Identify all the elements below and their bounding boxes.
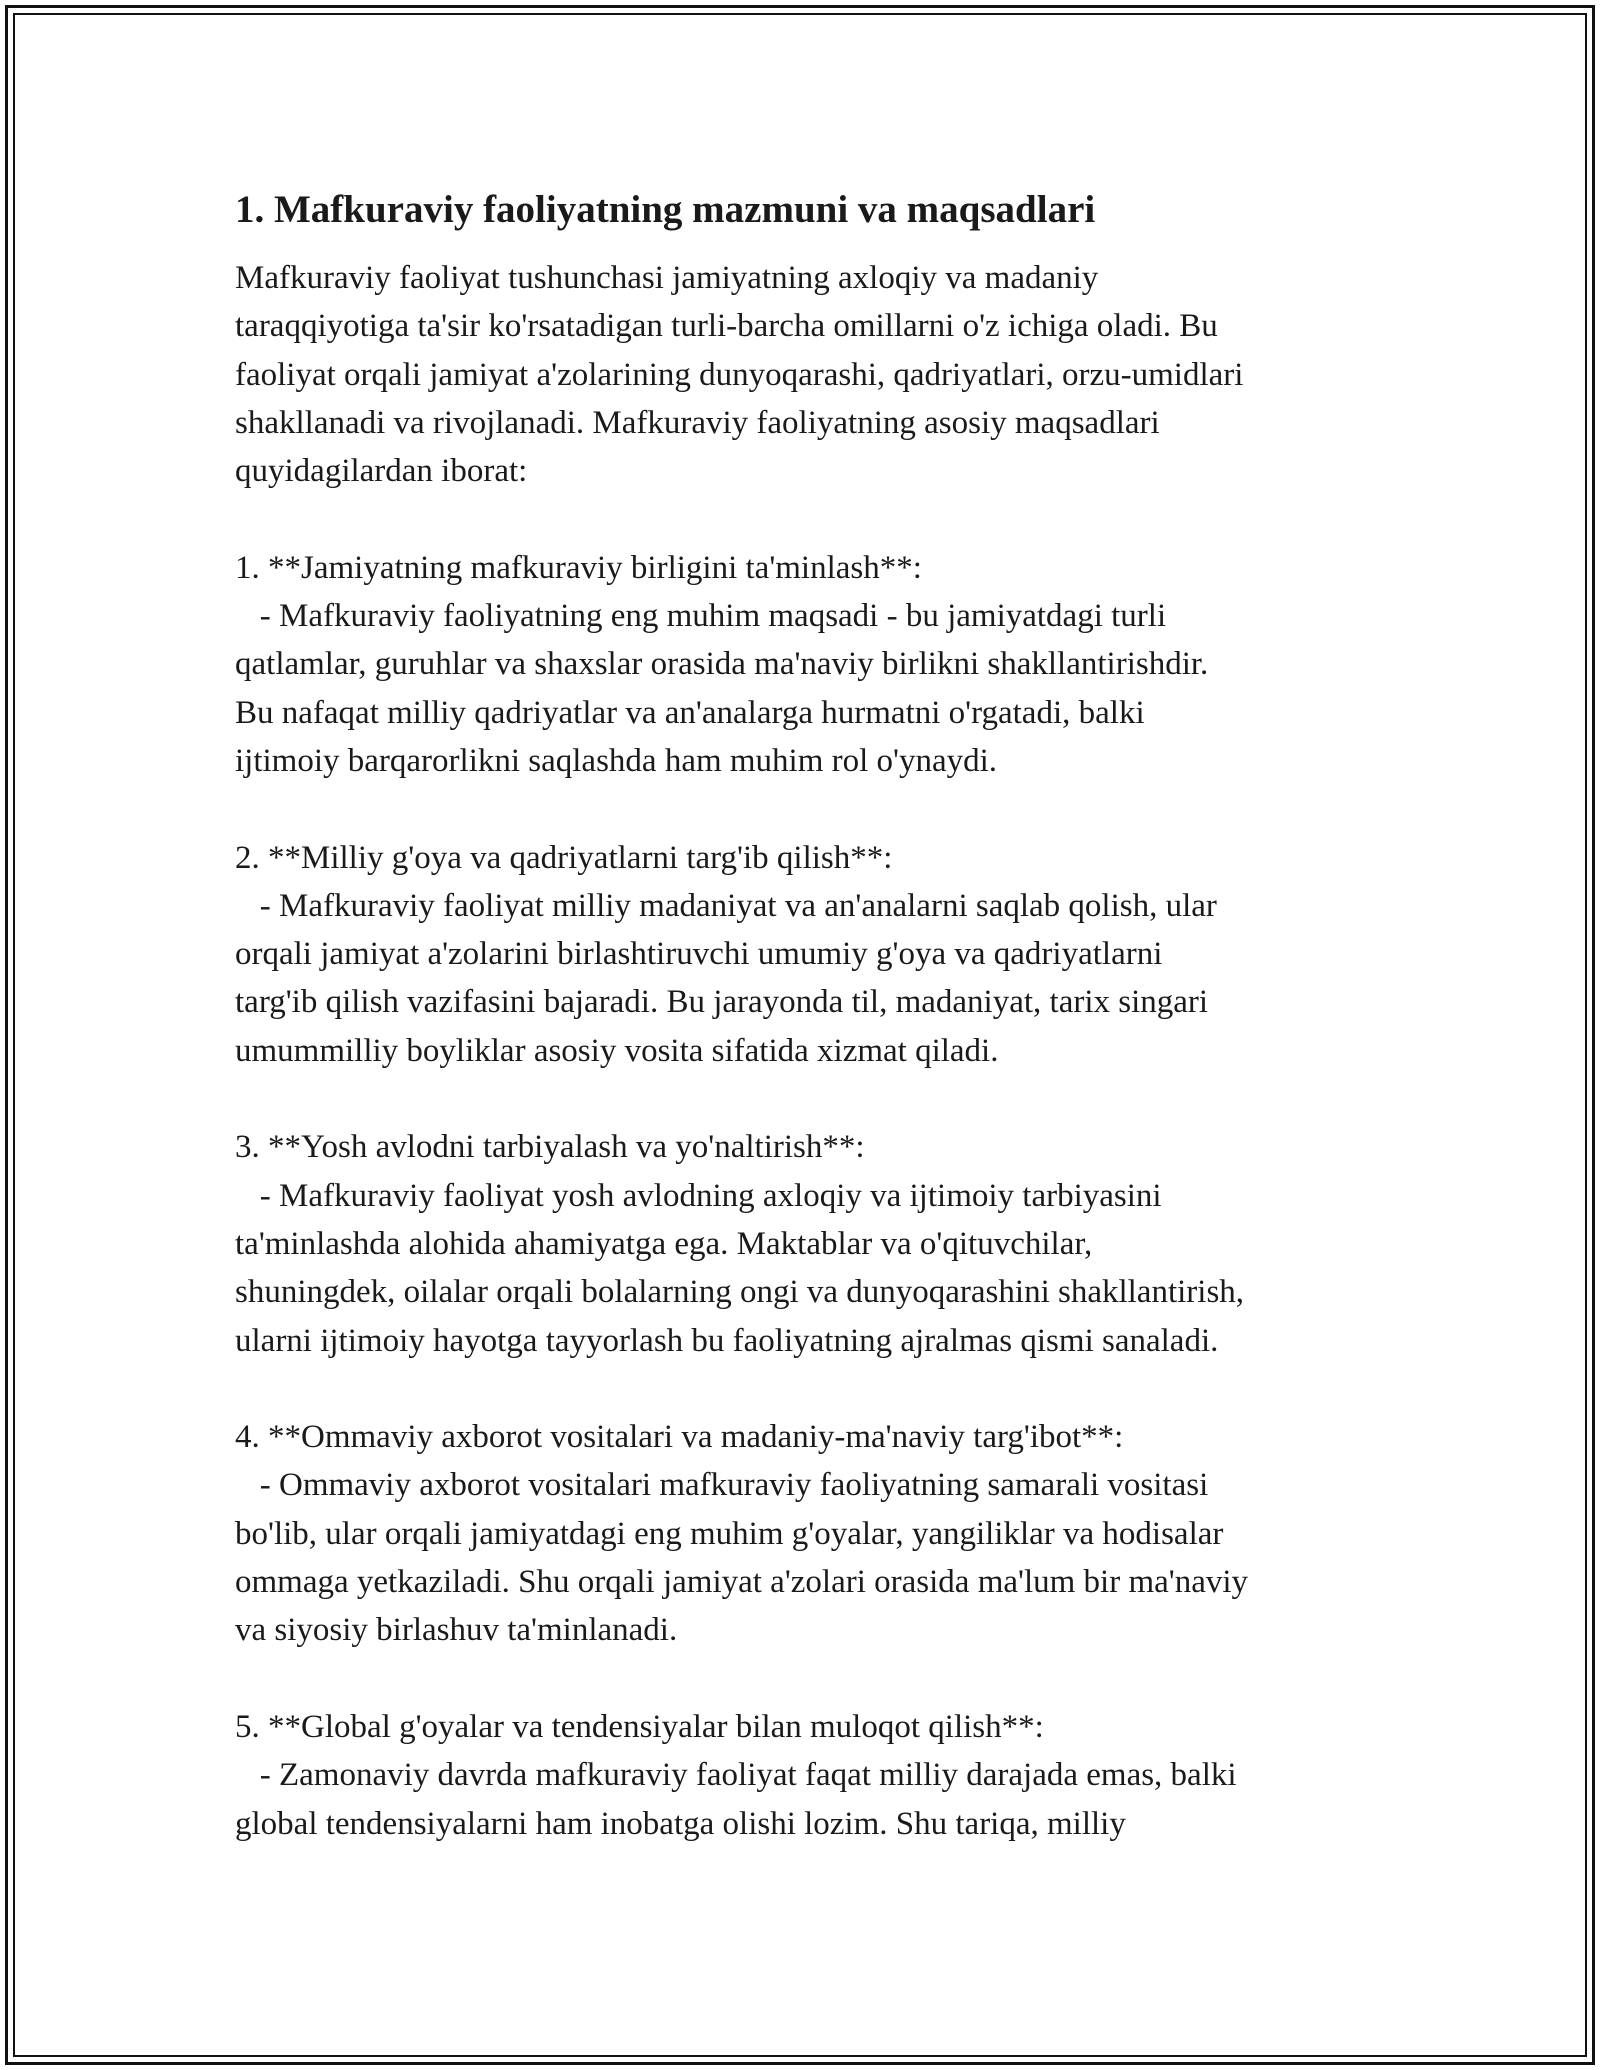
intro-line: faoliyat orqali jamiyat a'zolarining dunyoqarashi, qadriyatlari, orzu-umidlari bbox=[235, 356, 1244, 393]
list-item-1 bbox=[235, 544, 1385, 785]
list-item-heading: 4. **Ommaviy axborot vositalari va madaniy-ma'naviy targ'ibot**: bbox=[235, 1419, 1124, 1456]
list-item-line: - Zamonaviy davrda mafkuraviy faoliyat faqat milliy darajada emas, balki bbox=[235, 1757, 1237, 1794]
paragraph-gap bbox=[235, 1365, 1385, 1413]
list-item-heading: 2. **Milliy g'oya va qadriyatlarni targ'ib qilish**: bbox=[235, 839, 893, 876]
list-item-3 bbox=[235, 1123, 1385, 1364]
document-body bbox=[235, 186, 1385, 1848]
list-item-line: bo'lib, ular orqali jamiyatdagi eng muhim g'oyalar, yangiliklar va hodisalar bbox=[235, 1515, 1224, 1552]
paragraph-gap bbox=[235, 785, 1385, 833]
list-item-line: - Mafkuraviy faoliyatning eng muhim maqsadi - bu jamiyatdagi turli bbox=[235, 598, 1167, 635]
list-item-line: global tendensiyalarni ham inobatga olishi lozim. Shu tariqa, milliy bbox=[235, 1805, 1126, 1842]
list-item-line: ijtimoiy barqarorlikni saqlashda ham muhim rol o'ynaydi. bbox=[235, 742, 998, 779]
list-item-line: ularni ijtimoiy hayotga tayyorlash bu faoliyatning ajralmas qismi sanaladi. bbox=[235, 1322, 1219, 1359]
paragraph-gap bbox=[235, 1075, 1385, 1123]
paragraph-gap bbox=[235, 495, 1385, 543]
intro-line: shakllanadi va rivojlanadi. Mafkuraviy faoliyatning asosiy maqsadlari bbox=[235, 404, 1160, 441]
list-item-line: - Mafkuraviy faoliyat yosh avlodning axloqiy va ijtimoiy tarbiyasini bbox=[235, 1177, 1162, 1214]
list-item-line: qatlamlar, guruhlar va shaxslar orasida ma'naviy birlikni shakllantirishdir. bbox=[235, 646, 1209, 683]
list-item-line: shuningdek, oilalar orqali bolalarning ongi va dunyoqarashini shakllantirish, bbox=[235, 1274, 1245, 1311]
list-item-heading: 1. **Jamiyatning mafkuraviy birligini ta'minlash**: bbox=[235, 549, 922, 586]
list-item-2 bbox=[235, 834, 1385, 1075]
intro-line: Mafkuraviy faoliyat tushunchasi jamiyatning axloqiy va madaniy bbox=[235, 260, 1099, 296]
list-item-line: ommaga yetkaziladi. Shu orqali jamiyat a'zolari orasida ma'lum bir ma'naviy bbox=[235, 1564, 1249, 1601]
list-item-line: ta'minlashda alohida ahamiyatga ega. Maktablar va o'qituvchilar, bbox=[235, 1225, 1093, 1262]
list-item-line: umummilliy boyliklar asosiy vosita sifatida xizmat qiladi. bbox=[235, 1032, 999, 1069]
list-item-heading: 5. **Global g'oyalar va tendensiyalar bilan muloqot qilish**: bbox=[235, 1708, 1044, 1745]
list-item-line: va siyosiy birlashuv ta'minlanadi. bbox=[235, 1612, 678, 1649]
list-item-line: targ'ib qilish vazifasini bajaradi. Bu jarayonda til, madaniyat, tarix singari bbox=[235, 984, 1209, 1021]
intro-line: quyidagilardan iborat: bbox=[235, 453, 528, 490]
paragraph-gap bbox=[235, 1655, 1385, 1703]
intro-paragraph bbox=[235, 254, 1385, 495]
list-item-line: orqali jamiyat a'zolarini birlashtiruvchi umumiy g'oya va qadriyatlarni bbox=[235, 936, 1163, 973]
list-item-line: - Ommaviy axborot vositalari mafkuraviy faoliyatning samarali vositasi bbox=[235, 1467, 1209, 1504]
list-item-heading: 3. **Yosh avlodni tarbiyalash va yo'naltirish**: bbox=[235, 1129, 865, 1166]
section-title: 1. Mafkuraviy faoliyatning mazmuni va maqsadlari bbox=[235, 188, 1096, 231]
list-item-5 bbox=[235, 1703, 1385, 1848]
list-item-4 bbox=[235, 1413, 1385, 1654]
list-item-line: - Mafkuraviy faoliyat milliy madaniyat va an'analarni saqlab qolish, ular bbox=[235, 887, 1217, 924]
list-item-line: Bu nafaqat milliy qadriyatlar va an'analarga hurmatni o'rgatadi, balki bbox=[235, 694, 1145, 731]
intro-line: taraqqiyotiga ta'sir ko'rsatadigan turli-barcha omillarni o'z ichiga oladi. Bu bbox=[235, 308, 1218, 345]
